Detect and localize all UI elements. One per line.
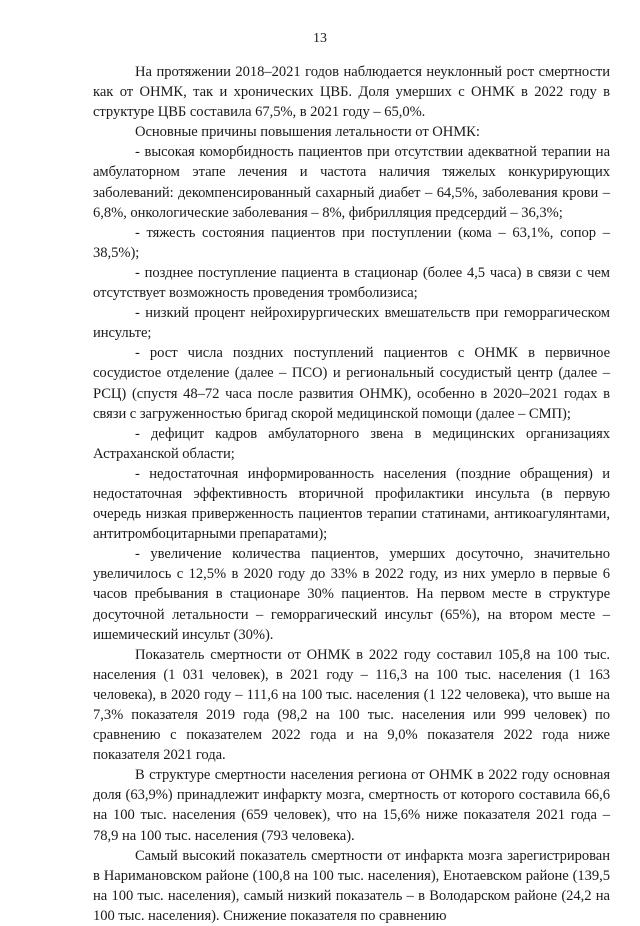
list-item-late-pso: - рост числа поздних поступлений пациентов с ОНМК в первичное сосудистое отделение (далее – ПСО) и региональный сосудистый центр (далее – РСЦ) (спустя 48–72 часа после развития ОНМК), особенно в 2020–2021 годах в связи с загруженностью бригад скорой медицинской помощи (далее – СМП); <box>93 345 610 422</box>
list-item-awareness: - недостаточная информированность населения (поздние обращения) и недостаточная эффективность вторичной профилактики инсульта (в первую очередь низкая приверженность пациентов терапии статинами, антикоагулянтами, антитромбоцитарными препаратами); <box>93 465 610 543</box>
list-item-comorbidity: - высокая коморбидность пациентов при отсутствии адекватной терапии на амбулаторном этапе лечения и частота наличия тяжелых конкурирующих заболеваний: декомпенсированный сахарный диабет – 64,5%, заболевания крови – 6,8%, онкологические заболевания – 8%, фибрилляция предсердий – 36,3%; <box>93 144 610 221</box>
paragraph-cerebral-infarction: В структуре смертности населения региона от ОНМК в 2022 году основная доля (63,9%) принадлежит инфаркту мозга, смертность от которого составила 66,6 на 100 тыс. населения (659 человек), что на 15,6% ниже показателя 2021 года – 78,9 на 100 тыс. населения (793 человека). <box>93 767 610 844</box>
list-item-early-deaths: - увеличение количества пациентов, умерших досуточно, значительно увеличилось с 12,5% в 2020 году до 33% в 2022 году, из них умерло в первые 6 часов пребывания в стационаре 30% пациентов. На первом месте в структуре досуточной летальности – геморрагический инсульт (65%), на втором месте – ишемический инсульт (30%). <box>93 546 610 643</box>
document-body <box>93 62 610 926</box>
page-number: 13 <box>313 31 327 46</box>
list-item-severity: - тяжесть состояния пациентов при поступлении (кома – 63,1%, сопор – 38,5%); <box>93 224 610 261</box>
list-item-neurosurgery: - низкий процент нейрохирургических вмешательств при геморрагическом инсульте; <box>93 305 610 342</box>
list-item-late-admission: - позднее поступление пациента в стационар (более 4,5 часа) в связи с чем отсутствует возможность проведения тромболизиса; <box>93 264 610 302</box>
paragraph-mortality-indicator: Показатель смертности от ОНМК в 2022 году составил 105,8 на 100 тыс. населения (1 031 человек), в 2021 году – 116,3 на 100 тыс. населения (1 163 человека), в 2020 году – 111,6 на 100 тыс. населения (1 122 человека), что выше на 7,3% показателя 2019 года (98,2 на 100 тыс. населения или 999 человек) по сравнению с показателем 2022 года и на 9,0% показателя 2022 года ниже показателя 2021 года. <box>93 646 610 764</box>
paragraph-district-rates: Самый высокий показатель смертности от инфаркта мозга зарегистрирован в Наримановском районе (100,8 на 100 тыс. населения), Енотаевском районе (139,5 на 100 тыс. населения), самый низкий показатель – в Володарском районе (24,2 на 100 тыс. населения). Снижение показателя по сравнению <box>93 847 610 924</box>
paragraph-mortality-trend: На протяжении 2018–2021 годов наблюдается неуклонный рост смертности как от ОНМК, так и хронических ЦВБ. Доля умерших с ОНМК в 2022 году в структуре ЦВБ составила 67,5%, в 2021 году – 65,0%. <box>93 64 610 121</box>
list-item-staff-deficit: - дефицит кадров амбулаторного звена в медицинских организациях Астраханской области; <box>93 425 610 462</box>
paragraph-causes-heading: Основные причины повышения летальности от ОНМК: <box>135 124 480 141</box>
